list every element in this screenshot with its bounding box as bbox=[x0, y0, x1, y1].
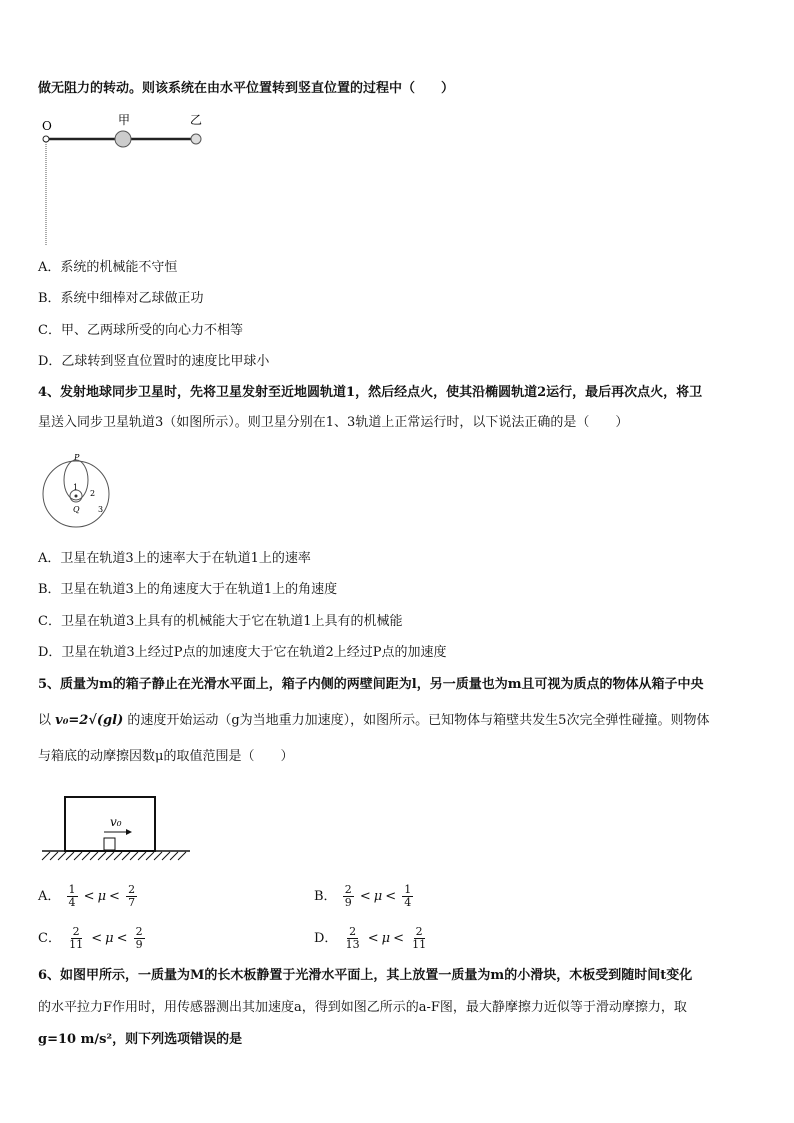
q5-option-b-high: $\frac{1}{4}$ bbox=[404, 883, 412, 909]
q5-block bbox=[104, 838, 115, 850]
q5-option-a-low: $\frac{1}{4}$ bbox=[68, 883, 76, 909]
q5-line2 bbox=[38, 712, 709, 730]
q6-line3: g=10 m/s²，则下列选项错误的是 bbox=[38, 1032, 243, 1047]
q4-orbit-2 bbox=[64, 460, 88, 500]
q6-line2: 的水平拉力F作用时，用传感器测出其加速度a，得到如图乙所示的a-F图，最大静摩擦力近似等于滑动摩擦力，取 bbox=[38, 1000, 687, 1015]
q5-label-v0: v₀ bbox=[110, 815, 122, 829]
q4-label-1: 1 bbox=[73, 483, 79, 492]
q5-option-c-high: $\frac{2}{9}$ bbox=[135, 925, 143, 951]
q3-ball-yi bbox=[191, 134, 201, 144]
q5-option-b: B． $\frac{2}{9}$ < μ < $\frac{1}{4}$ bbox=[314, 883, 412, 909]
q6-line1: 6、如图甲所示，一质量为M的长木板静置于光滑水平面上，其上放置一质量为m的小滑块，木板受到随时间t变化 bbox=[38, 968, 693, 983]
q3-label-o: O bbox=[42, 119, 52, 133]
q4-stem-line1: 4、发射地球同步卫星时，先将卫星发射至近地圆轨道1，然后经点火，使其沿椭圆轨道2运行，最后再次点火，将卫 bbox=[38, 385, 703, 400]
q4-option-a: A．卫星在轨道3上的速率大于在轨道1上的速率 bbox=[38, 551, 311, 566]
q5-option-a-high: $\frac{2}{7}$ bbox=[128, 883, 136, 909]
q4-stem-line2: 星送入同步卫星轨道3（如图所示）。则卫星分别在1、3轨道上正常运行时，以下说法正确的是（ ） bbox=[38, 415, 629, 430]
q4-earth-dot bbox=[75, 495, 78, 498]
q5-line3: 与箱底的动摩擦因数μ的取值范围是（ ） bbox=[38, 749, 294, 764]
q5-option-c: C． $\frac{2}{11}$ < μ < $\frac{2}{9}$ bbox=[38, 925, 143, 951]
q3-option-b: B．系统中细棒对乙球做正功 bbox=[38, 291, 204, 306]
q5-option-d-high: $\frac{2}{11}$ bbox=[412, 925, 427, 951]
q4-orbit-figure bbox=[38, 452, 114, 532]
q4-label-p: P bbox=[74, 453, 80, 462]
q4-label-3: 3 bbox=[98, 505, 104, 514]
q3-ball-jia bbox=[115, 131, 131, 147]
q5-option-b-label: B． bbox=[314, 889, 337, 904]
q5-line2-suffix: 的速度开始运动（g为当地重力加速度），如图所示。已知物体与箱壁共发生5次完全弹性碰撞。则物体 bbox=[127, 713, 710, 728]
q5-option-c-label: C． bbox=[38, 931, 61, 946]
q5-line1: 5、质量为m的箱子静止在光滑水平面上，箱子内侧的两壁间距为l，另一质量也为m且可视为质点的物体从箱子中央 bbox=[38, 677, 704, 692]
q5-arrow-head bbox=[126, 829, 132, 835]
q3-option-c: C．甲、乙两球所受的向心力不相等 bbox=[38, 323, 243, 338]
q5-option-b-low: $\frac{2}{9}$ bbox=[344, 883, 352, 909]
q5-v0-formula: v₀=2√(gl) bbox=[55, 713, 124, 728]
q5-line2-prefix: 以 bbox=[38, 713, 52, 728]
q3-rod-figure bbox=[36, 108, 216, 248]
q4-label-2: 2 bbox=[90, 489, 96, 498]
q5-option-c-low: $\frac{2}{11}$ bbox=[69, 925, 84, 951]
q3-pivot bbox=[43, 136, 49, 142]
q5-option-a: A． $\frac{1}{4}$ < μ < $\frac{2}{7}$ bbox=[38, 883, 136, 909]
q5-option-d: D． $\frac{2}{13}$ < μ < $\frac{2}{11}$ bbox=[314, 925, 427, 951]
q3-stem-tail: 做无阻力的转动。则该系统在由水平位置转到竖直位置的过程中（ ） bbox=[38, 81, 455, 96]
q4-option-b: B．卫星在轨道3上的角速度大于在轨道1上的角速度 bbox=[38, 582, 338, 597]
q4-label-q: Q bbox=[73, 505, 80, 514]
q3-label-jia: 甲 bbox=[118, 113, 131, 127]
q5-option-d-low: $\frac{2}{13}$ bbox=[345, 925, 360, 951]
q3-label-yi: 乙 bbox=[190, 113, 203, 127]
q5-option-a-label: A． bbox=[38, 889, 61, 904]
q5-option-d-label: D． bbox=[314, 931, 338, 946]
q4-option-d: D．卫星在轨道3上经过P点的加速度大于它在轨道2上经过P点的加速度 bbox=[38, 645, 447, 660]
q3-option-a: A．系统的机械能不守恒 bbox=[38, 260, 178, 275]
q3-option-d: D．乙球转到竖直位置时的速度比甲球小 bbox=[38, 354, 270, 369]
q4-option-c: C．卫星在轨道3上具有的机械能大于它在轨道1上具有的机械能 bbox=[38, 614, 403, 629]
q4-orbit-3 bbox=[43, 461, 109, 527]
q5-box-figure bbox=[38, 790, 198, 862]
q5-ground-hatching bbox=[42, 852, 186, 860]
